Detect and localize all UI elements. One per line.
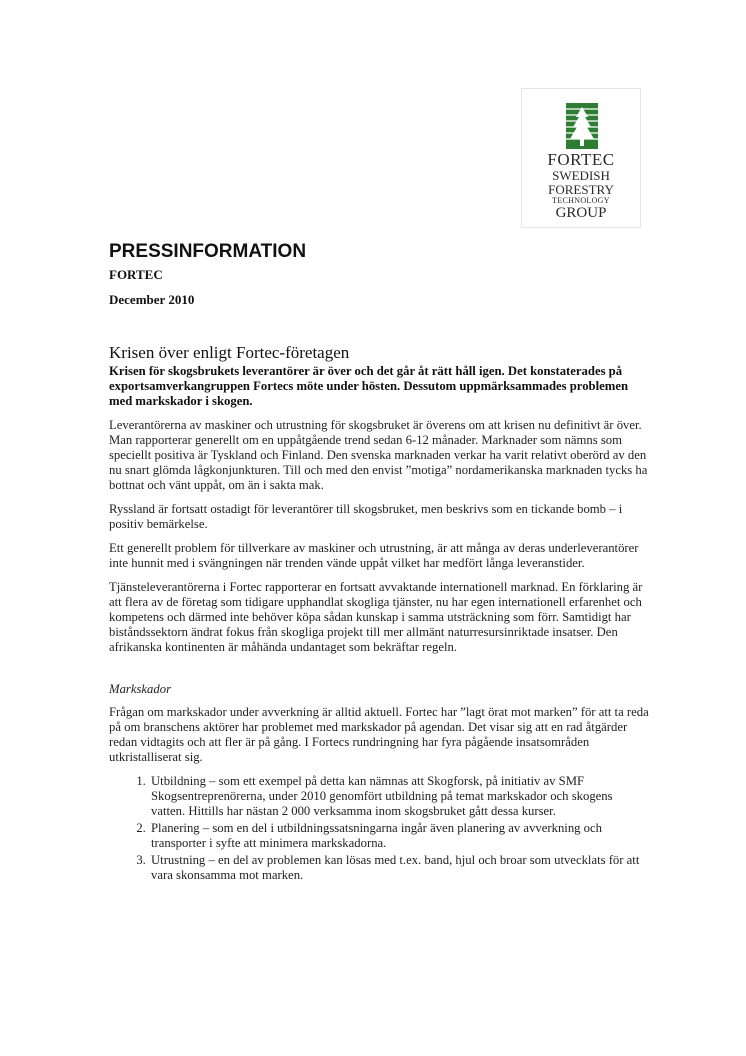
paragraph-services: Tjänsteleverantörerna i Fortec rapporterar en fortsatt avvaktande internationell marknad. En förklaring är att flera av de företag som tidigare upphandlat skogliga tjänster, nu har egen internationell erfarenhet och kompetens och därmed inte behöver köpa sådan kunskap i samma utsträckning som förr. Samtidigt har biståndssektorn ändrat fokus från skogliga projekt till mer allmänt naturresursinriktade insatser. Den afrikanska kontinenten är måhända undantaget som bekräftar regeln. <box>109 580 643 654</box>
press-label: PRESSINFORMATION <box>109 241 307 262</box>
section-heading: Markskador <box>109 682 172 696</box>
paragraph-suppliers: Ett generellt problem för tillverkare av maskiner och utrustning, är att många av deras underleverantörer inte hunnit med i svängningen när trenden vände uppåt vilket har medfört långa leveranstider. <box>109 541 639 570</box>
organization-name: FORTEC <box>109 267 163 282</box>
measures-list <box>109 774 649 883</box>
paragraph-market-trend: Leverantörerna av maskiner och utrustning för skogsbruket är överens om att krisen nu definitivt är över. Man rapporterar generellt om en uppåtgående trend sedan 6-12 månader. Marknader som nämns som speciellt positiva är Tyskland och Finland. Den svenska marknaden verkar ha varit relativt oberörd av den nu snart glömda lågkonjunkturen. Till och med den envist ”motiga” nordamerikanska marknaden tycks ha bottnat och vänt uppåt, om än i sakta mak. <box>109 418 648 492</box>
list-item: 1. Utbildning – som ett exempel på detta kan nämnas att Skogforsk, på initiativ av SMF Skogsentreprenörerna, under 2010 genomfört utbildning på temat markskador och skogens vatten. Hittills har nästan 2 000 verksamma inom skogsbruket gått dessa kurser. <box>149 774 649 819</box>
article-title: Krisen över enligt Fortec-företagen <box>109 343 350 362</box>
release-date: December 2010 <box>109 292 195 307</box>
logo-line-group: GROUP <box>555 205 607 221</box>
logo-line-forestry: FORESTRY <box>548 182 614 197</box>
paragraph-russia: Ryssland är fortsatt ostadigt för leverantörer till skogsbruket, men beskrivs som en tickande bomb – i positiv bemärkelse. <box>109 502 623 531</box>
fortec-logo <box>521 88 641 228</box>
article-lead: Krisen för skogsbrukets leverantörer är över och det går åt rätt håll igen. Det konstaterades på exportsamverkangruppen Fortecs möte under hösten. Dessutom uppmärksammades problemen med markskador i skogen. <box>109 364 629 408</box>
list-item: 3. Utrustning – en del av problemen kan lösas med t.ex. band, hjul och broar som utvecklats för att vara skonsamma mot marken. <box>149 853 649 883</box>
section-paragraph: Frågan om markskador under avverkning är alltid aktuell. Fortec har ”lagt örat mot marken” för att ta reda på om branschens aktörer har problemet med markskador på agendan. Det visar sig att en rad åtgärder redan vidtagits och att fler är på gång. I Fortecs rundringning har fyra pågående insatsområden utkristalliserat sig. <box>109 705 649 764</box>
article-body <box>109 364 649 885</box>
logo-line-technology: TECHNOLOGY <box>552 196 610 205</box>
tree-icon <box>566 103 598 149</box>
logo-line-fortec: FORTEC <box>547 150 615 169</box>
list-item: 2. Planering – som en del i utbildningssatsningarna ingår även planering av avverkning och transporter i syfte att minimera markskadorna. <box>149 821 649 851</box>
logo-line-swedish: SWEDISH <box>552 168 610 183</box>
